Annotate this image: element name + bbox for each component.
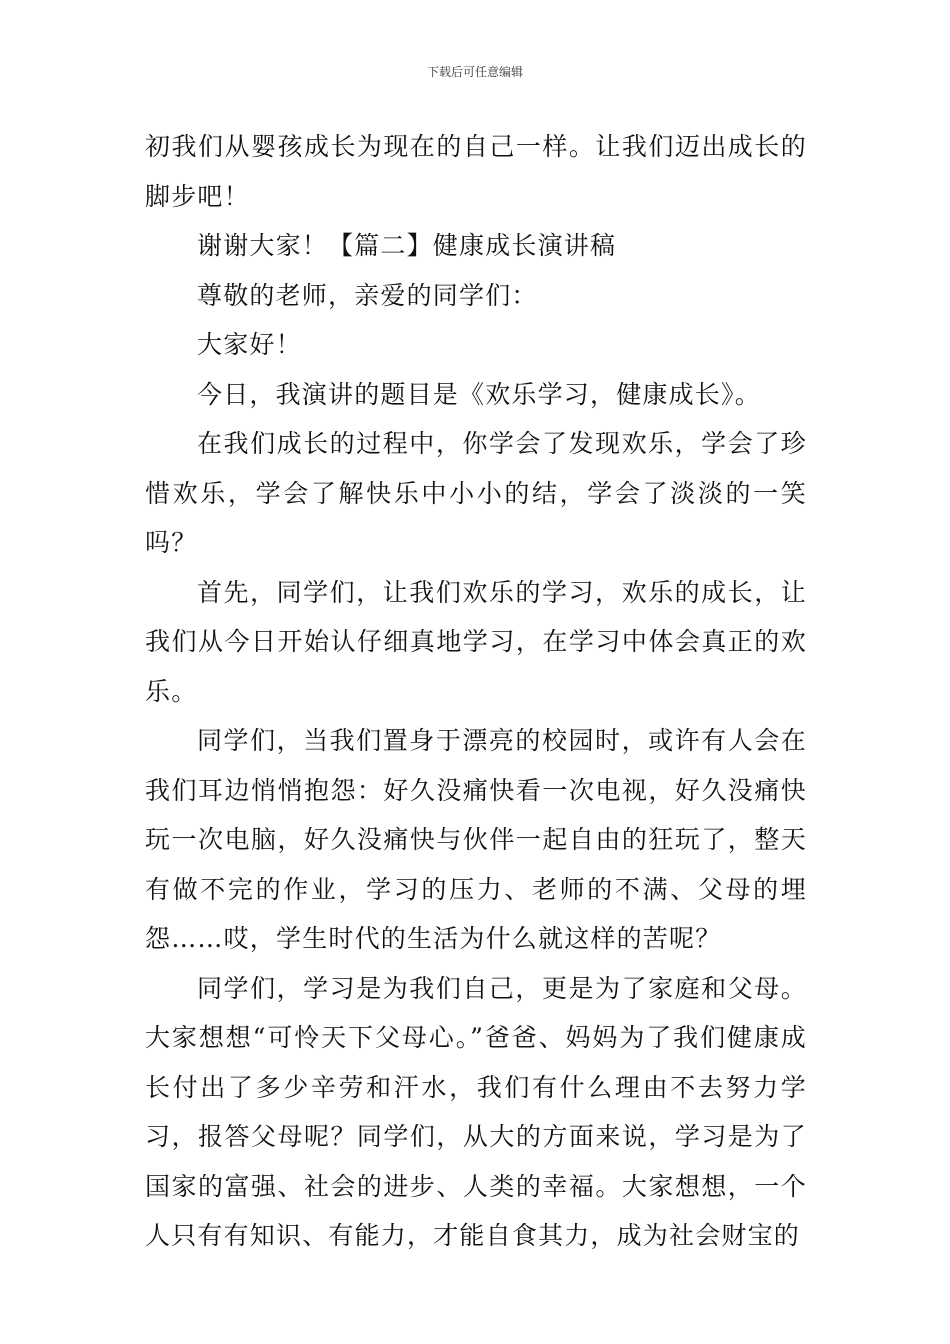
paragraph-3: 尊敬的老师，亲爱的同学们： <box>197 280 538 310</box>
paragraph-4: 大家好！ <box>197 330 302 359</box>
paragraph-7: 首先，同学们，让我们欢乐的学习，欢乐的成长，让我们从今日开始认仔细真地学习，在学习中体会真正的欢乐。 <box>145 577 807 706</box>
paragraph-1: 初我们从婴孩成长为现在的自己一样。让我们迈出成长的脚步吧！ <box>145 132 807 211</box>
paragraph-9: 同学们，学习是为我们自己，更是为了家庭和父母。大家想想“可怜天下父母心。”爸爸、妈妈为了我们健康成长付出了多少辛劳和汗水，我们有什么理由不去努力学习，报答父母呢？同学们，从大的方面来说，学习是为了国家的富强、社会的进步、人类的幸福。大家想想，一个人只有有知识、有能力，才能自食其力，成为社会财宝的 <box>145 973 807 1250</box>
document-body <box>145 122 807 1261</box>
paragraph-6: 在我们成长的过程中，你学会了发现欢乐，学会了珍惜欢乐，学会了解快乐中小小的结，学会了淡淡的一笑吗？ <box>145 429 807 557</box>
paragraph-8: 同学们，当我们置身于漂亮的校园时，或许有人会在我们耳边悄悄抱怨：好久没痛快看一次电视，好久没痛快玩一次电脑，好久没痛快与伙伴一起自由的狂玩了，整天有做不完的作业，学习的压力、老师的不满、父母的埋怨……哎，学生时代的生活为什么就这样的苦呢？ <box>145 726 807 953</box>
page-header: 下载后可任意编辑 <box>426 65 523 79</box>
paragraph-2: 谢谢大家！【篇二】健康成长演讲稿 <box>197 231 617 260</box>
paragraph-5: 今日，我演讲的题目是《欢乐学习，健康成长》。 <box>197 379 761 409</box>
